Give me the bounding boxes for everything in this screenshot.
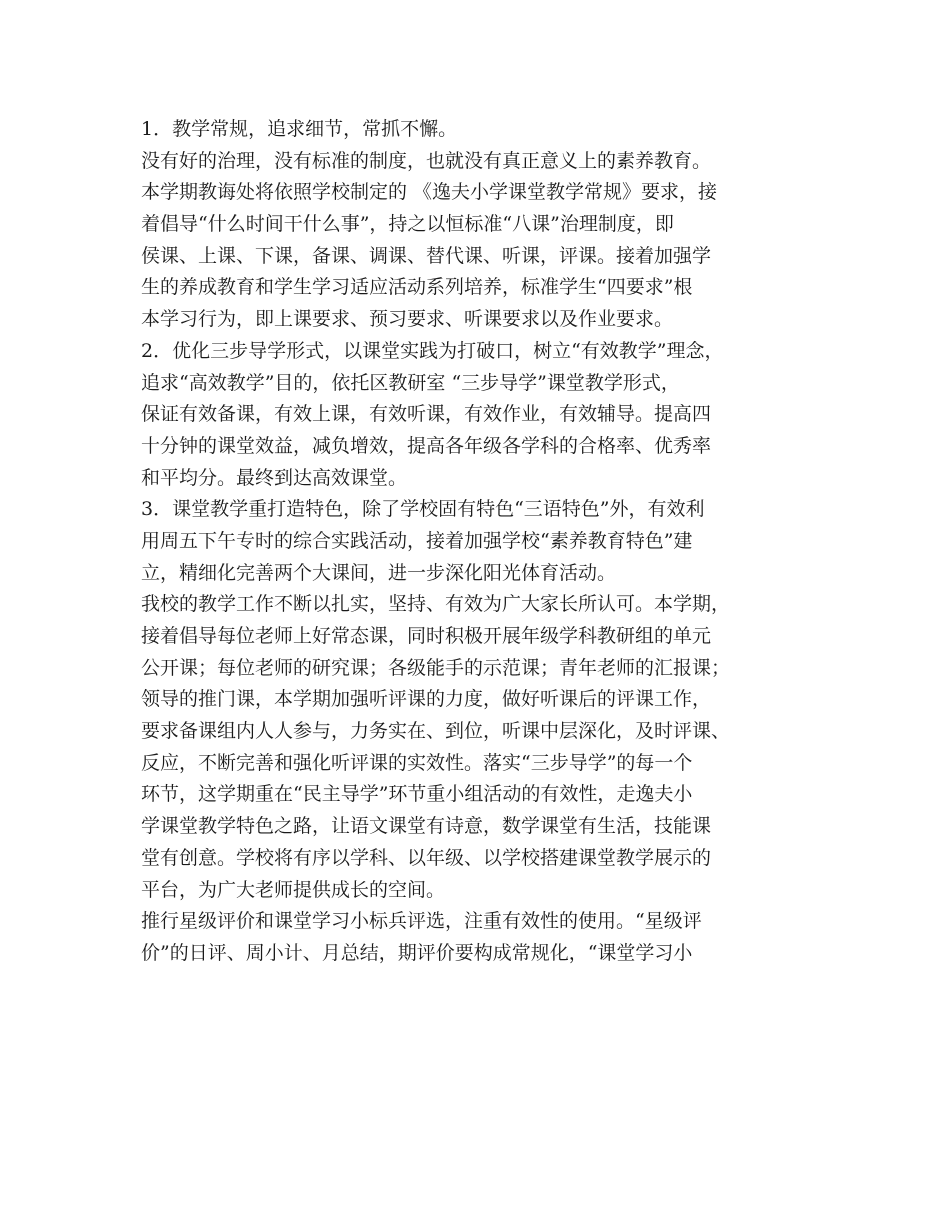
text-line: 接着倡导每位老师上好常态课，同时积极开展年级学科教研组的单元 [141, 625, 712, 647]
text-line: 十分钟的课堂效益，减负增效，提高各年级各学科的合格率、优秀率 [141, 434, 712, 457]
text-line: 没有好的治理，没有标准的制度，也就没有真正意义上的素养教育。 [141, 149, 712, 172]
text-line: 侯课、上课、下课，备课、调课、替代课、听课，评课。接着加强学 [141, 244, 712, 267]
text-line: 生的养成教育和学生学习适应活动系列培养，标准学生“四要求”根 [141, 276, 693, 299]
text-line: 保证有效备课，有效上课，有效听课，有效作业，有效辅导。提高四 [141, 403, 712, 426]
text-line: 领导的推门课，本学期加强听评课的力度，做好听课后的评课工作， [141, 688, 712, 711]
text-line: 价”的日评、周小计、月总结，期评价要构成常规化，“课堂学习小 [141, 941, 693, 964]
text-line: 学课堂教学特色之路，让语文课堂有诗意，数学课堂有生活，技能课 [141, 815, 712, 838]
text-line: 本学习行为，即上课要求、预习要求、听课要求以及作业要求。 [141, 308, 674, 331]
text-line: 立，精细化完善两个大课间，进一步深化阳光体育活动。 [141, 561, 617, 584]
text-line: 堂有创意。学校将有序以学科、以年级、以学校搭建课堂教学展示的 [141, 846, 712, 869]
text-line: 用周五下午专时的综合实践活动，接着加强学校“素养教育特色”建 [141, 529, 693, 552]
text-line: 我校的教学工作不断以扎实，坚持、有效为广大家长所认可。本学期， [141, 593, 731, 616]
text-line: 2．优化三步导学形式，以课堂实践为打破口，树立“有效教学”理念， [141, 339, 724, 362]
text-line: 公开课；每位老师的研究课；各级能手的示范课；青年老师的汇报课； [141, 656, 731, 679]
text-line: 和平均分。最终到达高效课堂。 [141, 466, 408, 489]
text-line: 平台，为广大老师提供成长的空间。 [141, 878, 446, 901]
text-line: 3．课堂教学重打造特色，除了学校固有特色“三语特色”外，有效利 [141, 498, 705, 521]
text-line: 推行星级评价和课堂学习小标兵评选，注重有效性的使用。“星级评 [141, 910, 702, 933]
document-body [141, 114, 831, 970]
text-line: 反应，不断完善和强化听评课的实效性。落实“三步导学”的每一个 [141, 751, 693, 774]
text-line: 要求备课组内人人参与，力务实在、到位，听课中层深化，及时评课、 [141, 720, 731, 743]
text-line: 1．教学常规，追求细节，常抓不懈。 [141, 118, 458, 140]
text-line: 追求“高效教学”目的，依托区教研室 “三步导学”课堂教学形式， [141, 371, 680, 394]
text-line: 着倡导“什么时间干什么事”，持之以恒标准“八课”治理制度，即 [141, 213, 674, 236]
text-line: 本学期教诲处将依照学校制定的 《逸夫小学课堂教学常规》要求，接 [141, 181, 718, 204]
text-line: 环节，这学期重在“民主导学”环节重小组活动的有效性，走逸夫小 [141, 783, 693, 806]
